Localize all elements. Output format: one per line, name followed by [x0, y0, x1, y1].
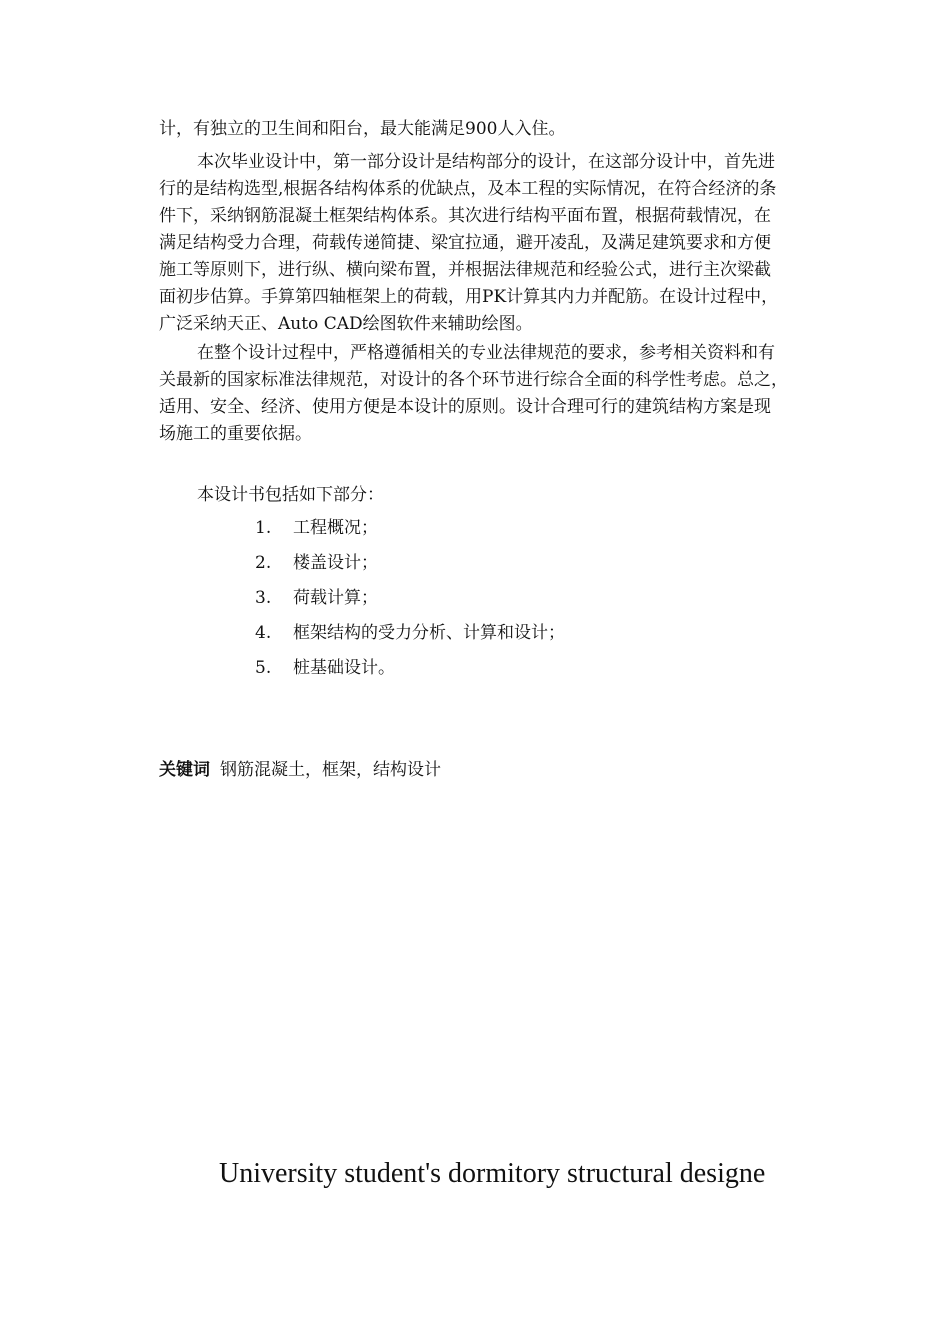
list-item	[255, 515, 378, 542]
paragraph-line: 在整个设计过程中，严格遵循相关的专业法律规范的要求，参考相关资料和有	[197, 343, 775, 363]
list-text: 荷载计算；	[293, 588, 378, 608]
list-number: 5.	[255, 658, 272, 678]
paragraph-line: 广泛采纳天正、Auto CAD绘图软件来辅助绘图。	[159, 314, 533, 334]
list-number: 3.	[255, 588, 272, 608]
list-item	[255, 550, 378, 577]
paragraph-line: 件下，采纳钢筋混凝土框架结构体系。其次进行结构平面布置，根据荷载情况，在	[159, 206, 771, 226]
list-text: 框架结构的受力分析、计算和设计；	[293, 623, 565, 643]
paragraph-line: 计，有独立的卫生间和阳台，最大能满足900人入住。	[159, 119, 566, 139]
paragraph-line: 本次毕业设计中，第一部分设计是结构部分的设计，在这部分设计中，首先进	[197, 152, 775, 172]
list-item	[255, 585, 378, 612]
list-item	[255, 620, 565, 647]
list-text: 桩基础设计。	[293, 658, 395, 678]
keywords-value: 钢筋混凝土，框架，结构设计	[220, 760, 441, 780]
keywords-line	[159, 757, 441, 784]
list-number: 2.	[255, 553, 272, 573]
paragraph-line: 场施工的重要依据。	[159, 424, 312, 444]
keywords-label: 关键词	[159, 760, 210, 780]
paragraph-line: 面初步估算。手算第四轴框架上的荷载，用PK计算其内力并配筋。在设计过程中，	[159, 287, 779, 307]
list-text: 楼盖设计；	[293, 553, 378, 573]
paragraph-line: 满足结构受力合理，荷载传递简捷、梁宜拉通，避开凌乱，及满足建筑要求和方便	[159, 233, 771, 253]
paragraph-line: 关最新的国家标准法律规范，对设计的各个环节进行综合全面的科学性考虑。总之，	[159, 370, 788, 390]
list-number: 1.	[255, 518, 272, 538]
paragraph-line: 行的是结构选型,根据各结构体系的优缺点，及本工程的实际情况，在符合经济的条	[159, 179, 777, 199]
list-item	[255, 655, 395, 682]
list-number: 4.	[255, 623, 272, 643]
list-intro: 本设计书包括如下部分：	[197, 485, 384, 505]
paragraph-line: 施工等原则下，进行纵、横向梁布置，并根据法律规范和经验公式，进行主次梁截	[159, 260, 771, 280]
paragraph-line: 适用、安全、经济、使用方便是本设计的原则。设计合理可行的建筑结构方案是现	[159, 397, 771, 417]
list-text: 工程概况；	[293, 518, 378, 538]
english-title: University student's dormitory structural designe	[219, 1158, 766, 1189]
